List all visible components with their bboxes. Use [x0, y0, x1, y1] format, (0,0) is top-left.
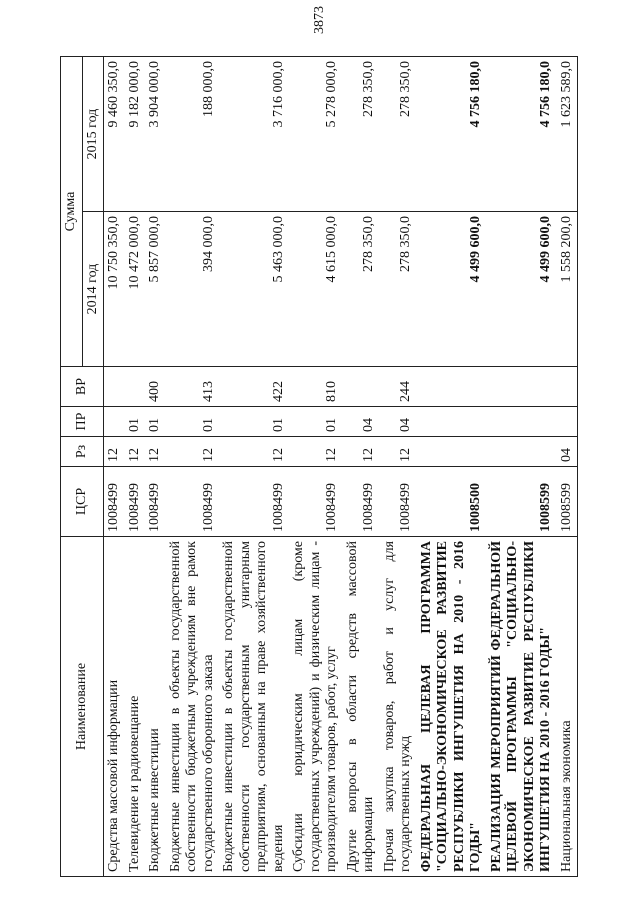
- cell-csr: 1008499: [380, 467, 417, 537]
- cell-csr: 1008499: [343, 467, 380, 537]
- cell-csr: 1008499: [289, 467, 343, 537]
- cell-s2014: 394 000,0: [166, 212, 220, 367]
- cell-vr: 422: [219, 367, 289, 407]
- cell-pr: [417, 407, 487, 437]
- cell-s2015: 278 350,0: [343, 57, 380, 212]
- cell-s2015: 9 460 350,0: [104, 57, 125, 212]
- table-row: [417, 57, 487, 877]
- cell-vr: [104, 367, 125, 407]
- cell-s2014: 5 463 000,0: [219, 212, 289, 367]
- cell-s2015: 1 623 589,0: [557, 57, 578, 212]
- cell-rz: [487, 437, 557, 467]
- header-2015: 2015 год: [82, 57, 104, 212]
- cell-name: ФЕДЕРАЛЬНАЯ ЦЕЛЕВАЯ ПРОГРАММА "СОЦИАЛЬНО-ЭКОНОМИЧЕСКОЕ РАЗВИТИЕ РЕСПУБЛИКИ ИНГУШЕТИЯ НА 2010 - 2016 ГОДЫ": [417, 537, 487, 877]
- header-sum: Сумма: [61, 57, 83, 367]
- table-row: [166, 57, 220, 877]
- header-rz: Рз: [61, 437, 104, 467]
- cell-s2015: 278 350,0: [380, 57, 417, 212]
- cell-s2015: 4 756 180,0: [417, 57, 487, 212]
- cell-pr: 04: [343, 407, 380, 437]
- cell-pr: 01: [289, 407, 343, 437]
- table-row: [145, 57, 166, 877]
- table-row: [289, 57, 343, 877]
- cell-rz: 12: [104, 437, 125, 467]
- table-row: [487, 57, 557, 877]
- cell-vr: [417, 367, 487, 407]
- cell-name: Телевидение и радиовещание: [125, 537, 146, 877]
- cell-rz: 12: [289, 437, 343, 467]
- cell-name: Национальная экономика: [557, 537, 578, 877]
- cell-rz: [417, 437, 487, 467]
- cell-rz: 04: [557, 437, 578, 467]
- cell-s2015: 5 278 000,0: [289, 57, 343, 212]
- cell-name: РЕАЛИЗАЦИЯ МЕРОПРИЯТИЙ ФЕДЕРАЛЬНОЙ ЦЕЛЕВОЙ ПРОГРАММЫ "СОЦИАЛЬНО-ЭКОНОМИЧЕСКОЕ РАЗВИТИЕ РЕСПУБЛИКИ ИНГУШЕТИЯ НА 2010 - 2016 ГОДЫ": [487, 537, 557, 877]
- cell-vr: 413: [166, 367, 220, 407]
- header-vr: ВР: [61, 367, 104, 407]
- cell-vr: [557, 367, 578, 407]
- cell-s2014: 4 499 600,0: [417, 212, 487, 367]
- cell-s2014: 10 472 000,0: [125, 212, 146, 367]
- cell-s2014: 1 558 200,0: [557, 212, 578, 367]
- cell-csr: 1008500: [417, 467, 487, 537]
- cell-s2014: 4 499 600,0: [487, 212, 557, 367]
- table-row: [125, 57, 146, 877]
- cell-pr: 01: [125, 407, 146, 437]
- cell-vr: [487, 367, 557, 407]
- cell-s2014: 278 350,0: [343, 212, 380, 367]
- cell-pr: 01: [219, 407, 289, 437]
- cell-s2014: 4 615 000,0: [289, 212, 343, 367]
- cell-pr: 01: [166, 407, 220, 437]
- header-2014: 2014 год: [82, 212, 104, 367]
- cell-vr: 810: [289, 367, 343, 407]
- cell-name: Субсидии юридическим лицам (кроме государственных учреждений) и физическим лицам - производителям товаров, работ, услуг: [289, 537, 343, 877]
- cell-name: Бюджетные инвестиции в объекты государственной собственности государственным унитарным предприятиям, основанным на праве хозяйственного ведения: [219, 537, 289, 877]
- cell-csr: 1008499: [145, 467, 166, 537]
- header-csr: ЦСР: [61, 467, 104, 537]
- table-row: [343, 57, 380, 877]
- cell-s2014: 5 857 000,0: [145, 212, 166, 367]
- cell-rz: 12: [343, 437, 380, 467]
- cell-rz: 12: [145, 437, 166, 467]
- table-row: [104, 57, 125, 877]
- cell-s2015: 3 904 000,0: [145, 57, 166, 212]
- cell-csr: 1008499: [166, 467, 220, 537]
- cell-pr: 04: [380, 407, 417, 437]
- page-number: 3873: [312, 6, 327, 34]
- table-row: [380, 57, 417, 877]
- cell-s2015: 9 182 000,0: [125, 57, 146, 212]
- cell-s2014: 10 750 350,0: [104, 212, 125, 367]
- cell-rz: 12: [219, 437, 289, 467]
- cell-name: Средства массовой информации: [104, 537, 125, 877]
- table-row: [557, 57, 578, 877]
- cell-s2015: 4 756 180,0: [487, 57, 557, 212]
- cell-vr: 400: [145, 367, 166, 407]
- cell-name: Бюджетные инвестиции: [145, 537, 166, 877]
- cell-vr: [125, 367, 146, 407]
- cell-csr: 1008599: [557, 467, 578, 537]
- cell-s2015: 3 716 000,0: [219, 57, 289, 212]
- cell-rz: 12: [380, 437, 417, 467]
- cell-csr: 1008499: [219, 467, 289, 537]
- cell-name: Бюджетные инвестиции в объекты государственной собственности бюджетным учреждениям вне рамок государственного оборонного заказа: [166, 537, 220, 877]
- cell-csr: 1008499: [104, 467, 125, 537]
- cell-vr: [343, 367, 380, 407]
- cell-pr: [487, 407, 557, 437]
- header-name: Наименование: [61, 537, 104, 877]
- budget-table-rotated: [60, 57, 600, 877]
- table-row: [219, 57, 289, 877]
- header-row: [61, 57, 83, 877]
- cell-name: Другие вопросы в области средств массовой информации: [343, 537, 380, 877]
- budget-table: [60, 56, 578, 877]
- cell-csr: 1008599: [487, 467, 557, 537]
- cell-s2015: 188 000,0: [166, 57, 220, 212]
- cell-s2014: 278 350,0: [380, 212, 417, 367]
- cell-pr: 01: [145, 407, 166, 437]
- cell-rz: 12: [166, 437, 220, 467]
- header-pr: ПР: [61, 407, 104, 437]
- cell-rz: 12: [125, 437, 146, 467]
- cell-csr: 1008499: [125, 467, 146, 537]
- cell-vr: 244: [380, 367, 417, 407]
- cell-name: Прочая закупка товаров, работ и услуг для государственных нужд: [380, 537, 417, 877]
- cell-pr: [104, 407, 125, 437]
- cell-pr: [557, 407, 578, 437]
